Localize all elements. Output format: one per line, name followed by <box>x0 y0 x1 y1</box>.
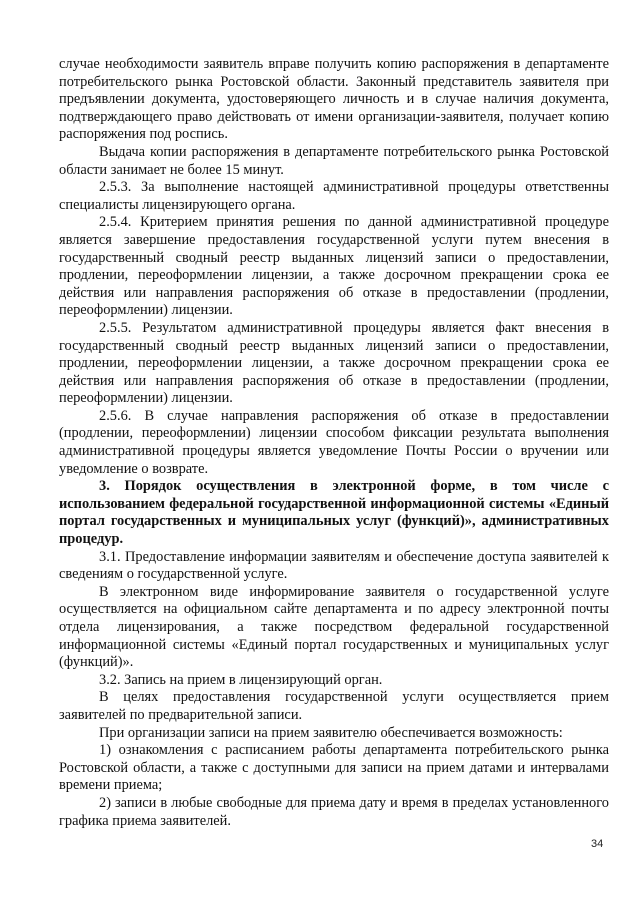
paragraph-3-2: 3.2. Запись на прием в лицензирующий орган. <box>99 671 383 688</box>
paragraph-copy-issue-time: Выдача копии распоряжения в департаменте потребительского рынка Ростовской области занимает не более 15 минут. <box>59 143 609 178</box>
paragraph-3-1: 3.1. Предоставление информации заявителям и обеспечение доступа заявителей к сведениям о государственной услуге. <box>59 548 609 583</box>
document-page <box>59 56 609 830</box>
paragraph-pre-appointment: В целях предоставления государственной услуги осуществляется прием заявителей по предварительной записи. <box>59 689 609 723</box>
paragraph-2-5-3: 2.5.3. За выполнение настоящей административной процедуры ответственны специалисты лицензирующего органа. <box>59 179 609 213</box>
page-number: 34 <box>591 838 604 850</box>
section-heading-3: 3. Порядок осуществления в электронной форме, в том числе с использованием федеральной государственной информационной системы «Единый портал государственных и муниципальных услуг (функций)», административных процедур. <box>59 478 609 548</box>
paragraph-appointment-options: При организации записи на прием заявителю обеспечивается возможность: <box>99 724 563 741</box>
paragraph-2-5-6: 2.5.6. В случае направления распоряжения об отказе в предоставлении (продлении, переоформлении) лицензии способом фиксации результата выполнения административной процедуры является уведомление Почты России о вручении или уведомление о возврате. <box>59 407 609 477</box>
paragraph-2-5-4: 2.5.4. Критерием принятия решения по данной административной процедуре является завершение предоставления государственной услуги путем внесения в государственный сводный реестр выданных лицензий записи о предоставлении, продлении, переоформлении лицензии, а также досрочном прекращении срока ее действия или направления распоряжения об отказе в предоставлении (продлении, переоформлении) лицензии. <box>59 214 609 319</box>
list-item-1: 1) ознакомления с расписанием работы департамента потребительского рынка Ростовской области, а также с доступными для записи на прием датами и интервалами времени приема; <box>59 742 609 794</box>
paragraph-2-5-5: 2.5.5. Результатом административной процедуры является факт внесения в государственный сводный реестр выданных лицензий записи о предоставлении, продлении, переоформлении лицензии, а также досрочном прекращении срока ее действия или направления распоряжения об отказе в предоставлении (продлении, переоформлении) лицензии. <box>59 319 609 407</box>
paragraph-electronic-info: В электронном виде информирование заявителя о государственной услуге осуществляется на официальном сайте департамента и по адресу электронной почты отдела лицензирования, а также посредством федеральной государственной информационной системы «Единый портал государственных и муниципальных услуг (функций)». <box>59 583 609 671</box>
list-item-2: 2) записи в любые свободные для приема дату и время в пределах установленного графика приема заявителей. <box>59 794 609 829</box>
paragraph-continuation: случае необходимости заявитель вправе получить копию распоряжения в департаменте потребительского рынка Ростовской области. Законный представитель заявителя при предъявлении документа, удостоверяющего личность и в случае наличия документа, подтверждающего право действовать от имени организации-заявителя, получает копию распоряжения под роспись. <box>59 56 609 143</box>
